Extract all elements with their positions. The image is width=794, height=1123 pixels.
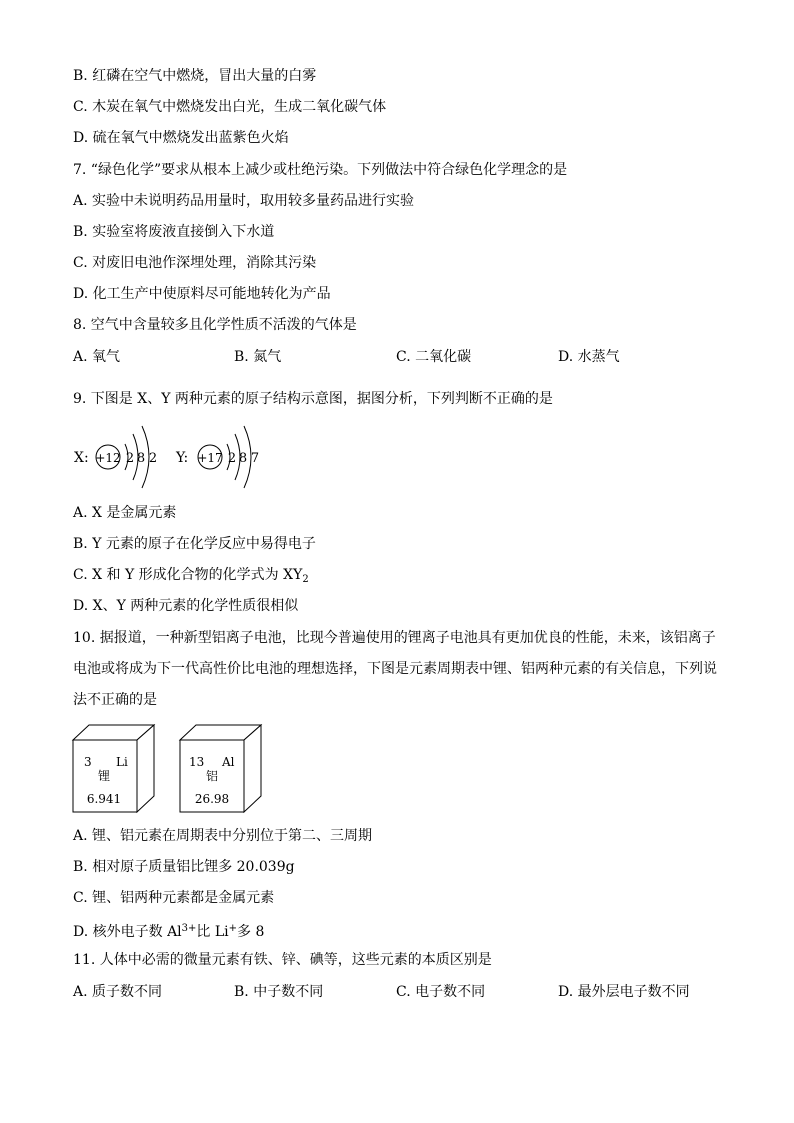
q9-option-c: C. X 和 Y 形成化合物的化学式为 $XY_2$ [73, 567, 309, 585]
q6-option-d: D. 硫在氧气中燃烧发出蓝紫色火焰 [73, 130, 289, 146]
lithium-cell [73, 725, 154, 812]
y-atom-label: Y: [176, 450, 189, 466]
aluminum-atomic-mass: 26.98 [194, 792, 230, 806]
lithium-atomic-mass: 6.941 [86, 792, 122, 806]
y-nucleus-charge: +17 [197, 451, 223, 465]
q8-stem: 8. 空气中含量较多且化学性质不活泼的气体是 [73, 317, 357, 333]
q8-option-c: C. 二氧化碳 [396, 349, 472, 365]
q7-option-c: C. 对废旧电池作深埋处理，消除其污染 [73, 255, 317, 271]
q10-option-d: D. 核外电子数 $Al^{3+}$比 Li+多 8 [73, 923, 265, 940]
q10-stem-line-1: 10. 据报道，一种新型铝离子电池，比现今普遍使用的锂离子电池具有更加优良的性能，未来，该铝离子 [73, 630, 716, 646]
q11-option-d: D. 最外层电子数不同 [558, 984, 690, 1000]
atomic-structure-diagram [70, 420, 270, 492]
q11-option-b: B. 中子数不同 [234, 984, 324, 1000]
q7-option-b: B. 实验室将废液直接倒入下水道 [73, 224, 275, 240]
q7-option-a: A. 实验中未说明药品用量时，取用较多量药品进行实验 [73, 193, 415, 209]
q8-option-d: D. 水蒸气 [558, 349, 620, 365]
q8-option-a: A. 氧气 [73, 349, 121, 365]
lithium-atomic-number: 3 [84, 755, 92, 769]
q11-option-c: C. 电子数不同 [396, 984, 486, 1000]
x-shell-electrons-1: 2 [125, 451, 135, 466]
x-shell-electrons-3: 2 [148, 451, 158, 466]
y-shell-electrons-2: 8 [238, 451, 248, 466]
lithium-symbol: Li [116, 755, 128, 769]
aluminum-atomic-number: 13 [189, 755, 205, 769]
q6-option-b: B. 红磷在空气中燃烧，冒出大量的白雾 [73, 68, 317, 84]
q7-stem: 7. “绿色化学”要求从根本上减少或杜绝污染。下列做法中符合绿色化学理念的是 [73, 162, 568, 178]
q8-option-b: B. 氮气 [234, 349, 282, 365]
q10-stem-line-2: 电池或将成为下一代高性价比电池的理想选择，下图是元素周期表中锂、铝两种元素的有关信息，下列说 [73, 661, 717, 677]
x-atom-label: X: [74, 450, 89, 466]
y-shell-electrons-1: 2 [227, 451, 237, 466]
q9-option-d: D. X、Y 两种元素的化学性质很相似 [73, 598, 299, 614]
periodic-table-cells [70, 720, 270, 816]
x-nucleus-charge: +12 [95, 451, 121, 465]
q7-option-d: D. 化工生产中使原料尽可能地转化为产品 [73, 286, 331, 302]
q10-option-c: C. 锂、铝两种元素都是金属元素 [73, 890, 275, 906]
q10-stem-line-3: 法不正确的是 [73, 692, 157, 708]
q9-option-b: B. Y 元素的原子在化学反应中易得电子 [73, 536, 316, 552]
y-shell-electrons-3: 7 [250, 451, 260, 466]
x-shell-electrons-2: 8 [136, 451, 146, 466]
aluminum-cell [180, 725, 261, 812]
q9-option-a: A. X 是金属元素 [73, 505, 177, 521]
q9-stem: 9. 下图是 X、Y 两种元素的原子结构示意图，据图分析，下列判断不正确的是 [73, 391, 553, 407]
q11-stem: 11. 人体中必需的微量元素有铁、锌、碘等，这些元素的本质区别是 [73, 952, 492, 968]
q11-option-a: A. 质子数不同 [73, 984, 163, 1000]
q6-option-c: C. 木炭在氧气中燃烧发出白光，生成二氧化碳气体 [73, 99, 387, 115]
q10-option-a: A. 锂、铝元素在周期表中分别位于第二、三周期 [73, 828, 373, 844]
q10-option-b: B. 相对原子质量铝比锂多 20.039g [73, 859, 295, 875]
lithium-name: 锂 [97, 769, 111, 783]
aluminum-name: 铝 [205, 769, 219, 783]
aluminum-symbol: Al [222, 755, 235, 769]
